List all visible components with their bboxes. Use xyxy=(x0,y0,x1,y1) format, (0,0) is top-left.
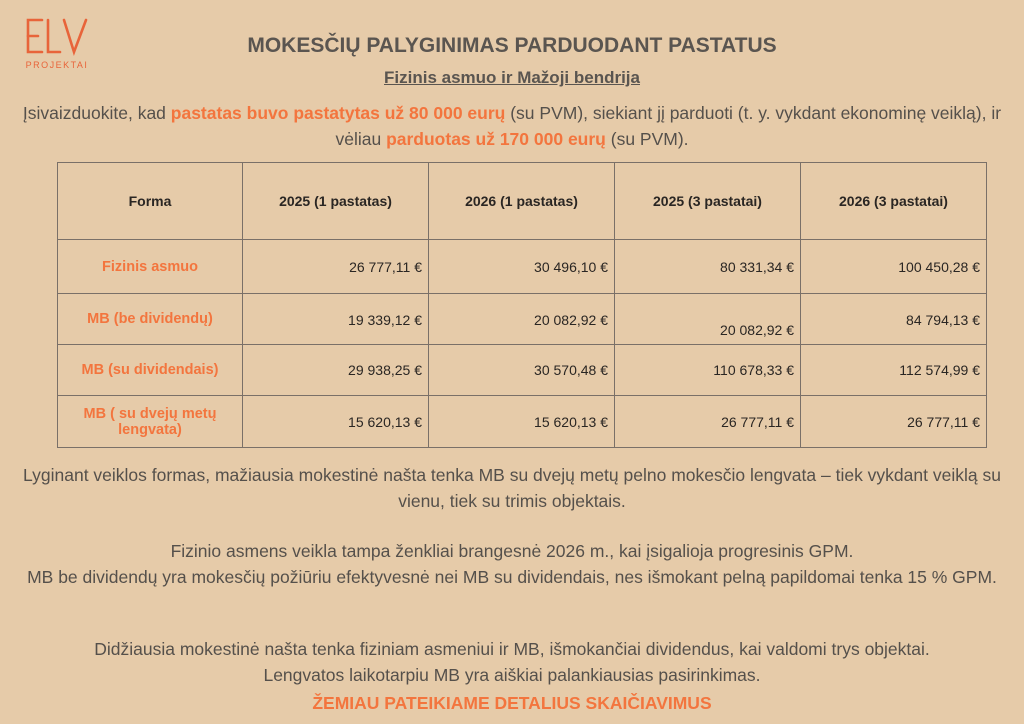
intro-highlight-sale-price: parduotas už 170 000 eurų xyxy=(386,129,606,149)
intro-text-2: (su PVM), siekiant jį parduoti (t. y. vykdant ekonominę veiklą), ir vėliau xyxy=(335,103,1002,149)
table-cell: 20 082,92 € xyxy=(429,294,615,345)
page-title: MOKESČIŲ PALYGINIMAS PARDUODANT PASTATUS xyxy=(247,34,777,57)
intro-paragraph xyxy=(20,100,1004,152)
table-cell: 20 082,92 € xyxy=(615,294,801,345)
table-cell: 26 777,11 € xyxy=(615,396,801,448)
row-label: Fizinis asmuo xyxy=(58,240,243,294)
summary-paragraph-2 xyxy=(20,538,1004,590)
table-header-row xyxy=(58,163,987,240)
column-header: 2026 (3 pastatai) xyxy=(801,163,987,240)
table-cell: 100 450,28 € xyxy=(801,240,987,294)
table-cell: 15 620,13 € xyxy=(429,396,615,448)
intro-text-1: Įsivaizduokite, kad xyxy=(22,103,171,123)
logo-subtitle: PROJEKTAI xyxy=(25,60,89,70)
table-cell: 29 938,25 € xyxy=(243,345,429,396)
column-header: 2025 (1 pastatas) xyxy=(243,163,429,240)
summary-line: Fizinio asmens veikla tampa ženkliai brangesnė 2026 m., kai įsigalioja progresinis GPM. xyxy=(170,541,854,561)
table-cell: 30 570,48 € xyxy=(429,345,615,396)
intro-text-3: (su PVM). xyxy=(605,129,689,149)
table-cell: 19 339,12 € xyxy=(243,294,429,345)
column-header: 2026 (1 pastatas) xyxy=(429,163,615,240)
table-cell: 80 331,34 € xyxy=(615,240,801,294)
table-cell: 112 574,99 € xyxy=(801,345,987,396)
column-header: 2025 (3 pastatai) xyxy=(615,163,801,240)
footer-call-to-action: ŽEMIAU PATEIKIAME DETALIUS SKAIČIAVIMUS xyxy=(312,693,712,713)
row-label: MB (su dividendais) xyxy=(58,345,243,396)
table-cell: 110 678,33 € xyxy=(615,345,801,396)
summary-line: Didžiausia mokestinė našta tenka fiziniam asmeniui ir MB, išmokančiai dividendus, kai valdomi trys objektai. xyxy=(94,639,930,659)
table-cell: 26 777,11 € xyxy=(243,240,429,294)
summary-paragraph-1: Lyginant veiklos formas, mažiausia mokestinė našta tenka MB su dvejų metų pelno mokesčio lengvata – tiek vykdant veiklą su vienu, tiek su trimis objektais. xyxy=(23,465,1001,511)
intro-highlight-build-price: pastatas buvo pastatytas už 80 000 eurų xyxy=(170,103,506,123)
page-subtitle: Fizinis asmuo ir Mažoji bendrija xyxy=(384,68,640,87)
table-row xyxy=(58,345,987,396)
tax-comparison-table xyxy=(57,162,987,448)
table-cell: 15 620,13 € xyxy=(243,396,429,448)
table-row xyxy=(58,240,987,294)
table-row xyxy=(58,396,987,448)
summary-line: Lengvatos laikotarpiu MB yra aiškiai palankiausias pasirinkimas. xyxy=(263,665,761,685)
row-label: MB (be dividendų) xyxy=(58,294,243,345)
table-cell: 30 496,10 € xyxy=(429,240,615,294)
table-cell: 26 777,11 € xyxy=(801,396,987,448)
table-cell: 84 794,13 € xyxy=(801,294,987,345)
table-row xyxy=(58,294,987,345)
summary-paragraph-3 xyxy=(20,636,1004,688)
row-label: MB ( su dvejų metų lengvata) xyxy=(58,396,243,448)
summary-line: MB be dividendų yra mokesčių požiūriu efektyvesnė nei MB su dividendais, nes išmokant pelną papildomai tenka 15 % GPM. xyxy=(27,567,997,587)
column-header: Forma xyxy=(58,163,243,240)
